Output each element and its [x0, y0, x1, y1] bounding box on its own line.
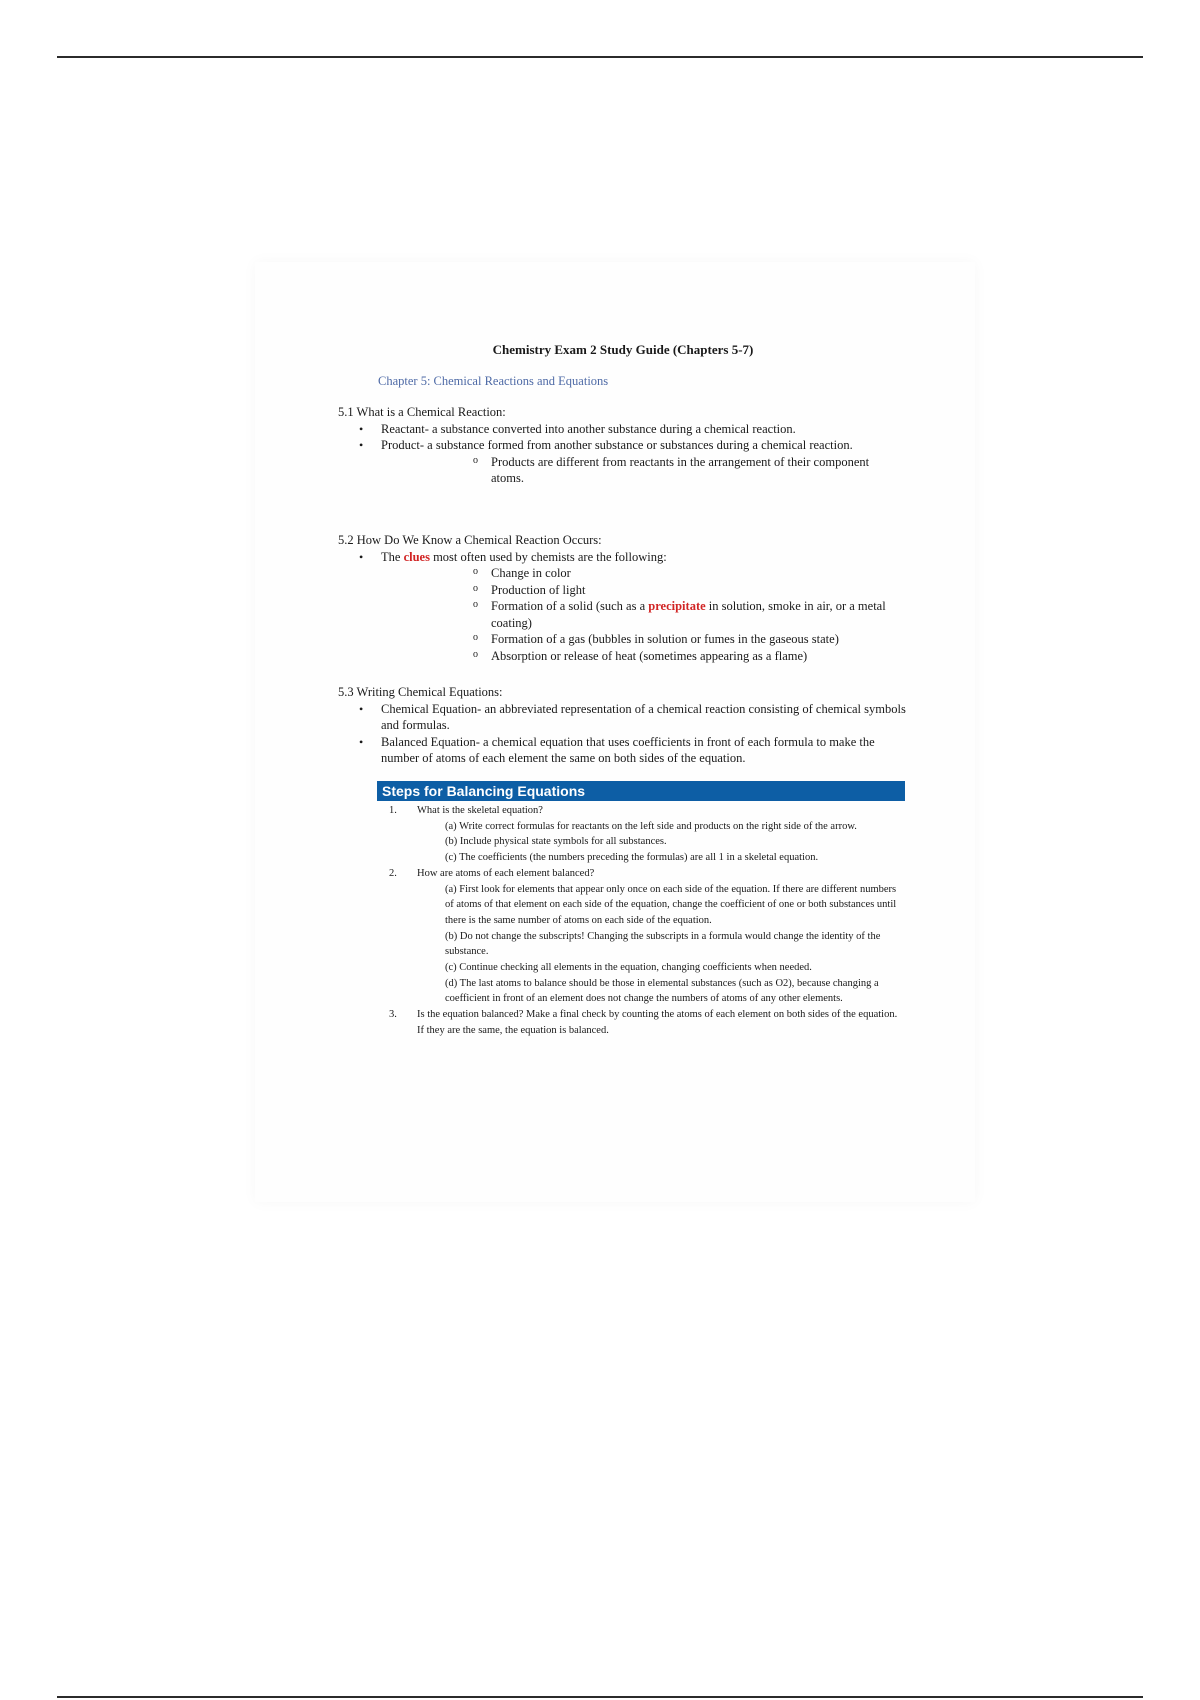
step-number: 1. — [389, 805, 397, 816]
bullet-list — [338, 421, 908, 454]
steps-box — [377, 781, 905, 1039]
section-heading: 5.3 Writing Chemical Equations: — [338, 685, 503, 699]
step-sub: (b) Do not change the subscripts! Changing the subscripts in a formula would change the identity of the substance. — [445, 930, 881, 958]
section-5-1 — [338, 404, 908, 487]
step-text: What is the skeletal equation? — [417, 805, 543, 816]
sub-item: o Products are different from reactants in the arrangement of their component atoms. — [491, 454, 888, 487]
bullet-list — [338, 701, 908, 767]
sub-item: o Change in color — [491, 565, 908, 582]
chapter-heading: Chapter 5: Chemical Reactions and Equations — [378, 374, 609, 388]
bullet-text: The — [381, 549, 404, 564]
bullet-item: • Reactant- a substance converted into another substance during a chemical reaction. — [338, 421, 908, 438]
section-heading: 5.1 What is a Chemical Reaction: — [338, 405, 506, 419]
sub-item: o Formation of a gas (bubbles in solution or fumes in the gaseous state) — [491, 631, 908, 648]
sub-item: o Production of light — [491, 582, 908, 599]
bullet-list — [338, 549, 908, 566]
document-title: Chemistry Exam 2 Study Guide (Chapters 5-7) — [492, 342, 754, 357]
step-item — [377, 1007, 905, 1038]
step-text: How are atoms of each element balanced? — [417, 867, 595, 879]
step-item — [377, 803, 905, 866]
bullet-item — [338, 549, 908, 566]
steps-list — [377, 803, 905, 1039]
step-number: 2. — [389, 867, 397, 879]
section-5-3 — [338, 684, 908, 767]
sub-text: in solution, smoke in air, or a metal coating) — [491, 599, 886, 630]
step-item — [377, 866, 905, 1007]
highlight-precipitate: precipitate — [648, 599, 706, 613]
step-sub: (c) The coefficients (the numbers preceding the formulas) are all 1 in a skeletal equation. — [445, 852, 819, 864]
bullet-text: most often used by chemists are the following: — [429, 549, 667, 564]
step-sub: (c) Continue checking all elements in the equation, changing coefficients when needed. — [445, 962, 812, 974]
top-rule — [57, 56, 1143, 58]
steps-header: Steps for Balancing Equations — [377, 781, 905, 801]
step-sub: (a) First look for elements that appear only once on each side of the equation. If there are different numbers of atoms of that element on each side of the equation, change the coefficient of one or both substances until there is the same number of atoms on each side of the equation. — [445, 883, 897, 926]
bullet-item: • Chemical Equation- an abbreviated representation of a chemical reaction consisting of chemical symbols and formulas. — [338, 701, 908, 734]
sub-item — [491, 598, 908, 631]
step-sub: (d) The last atoms to balance should be those in elemental substances (such as O2), because changing a coefficient in front of an element does not change the numbers of atoms of any other elements. — [445, 977, 879, 1005]
section-heading: 5.2 How Do We Know a Chemical Reaction Occurs: — [338, 533, 602, 547]
sub-list — [338, 454, 908, 487]
highlight-clues: clues — [403, 549, 430, 564]
sub-item: o Absorption or release of heat (sometimes appearing as a flame) — [491, 648, 908, 665]
bullet-item: • Balanced Equation- a chemical equation that uses coefficients in front of each formula to make the number of atoms of each element the same on both sides of the equation. — [338, 734, 908, 767]
bottom-rule — [57, 1696, 1143, 1698]
section-5-2 — [338, 532, 908, 664]
step-sub: (a) Write correct formulas for reactants on the left side and products on the right side of the arrow. — [445, 820, 857, 832]
sub-text: Formation of a solid (such as a — [491, 599, 649, 613]
step-number: 3. — [389, 1009, 397, 1021]
step-text: Is the equation balanced? Make a final check by counting the atoms of each element on both sides of the equation. If they are the same, the equation is balanced. — [417, 1009, 898, 1036]
step-sub: (b) Include physical state symbols for all substances. — [445, 836, 667, 848]
document-page — [255, 262, 975, 1202]
sub-list — [338, 565, 908, 664]
bullet-item: • Product- a substance formed from another substance or substances during a chemical reaction. — [338, 437, 908, 454]
